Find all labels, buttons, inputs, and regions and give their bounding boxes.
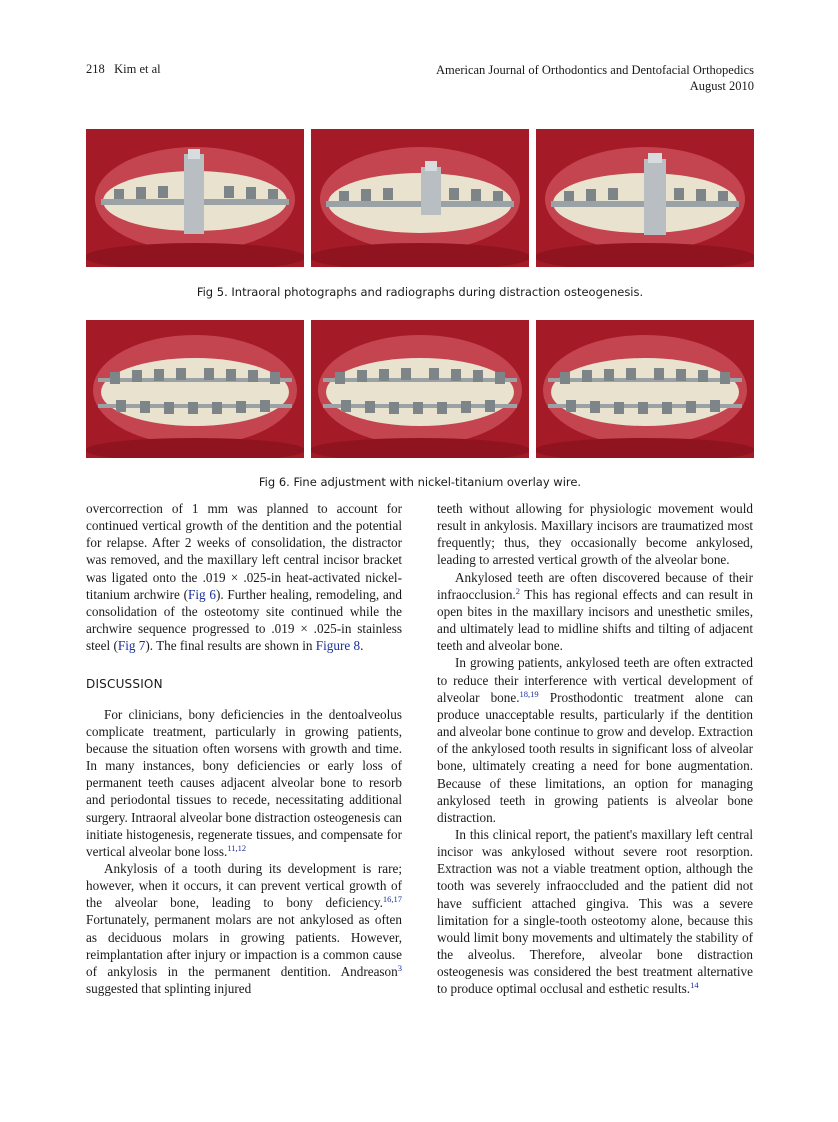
figure-5-photos — [86, 129, 754, 267]
text-span: Prosthodontic treatment alone can produce unacceptable results, particularly if the dentition and alveolar bone continue to grow and develop. Extraction of the ankylosed tooth results in significant loss of alveolar bone, ultimately creating a need for bone augmentation. Because of these limitations, an option for managing ankylosed teeth in growing patients is alveolar bone distraction. — [437, 689, 753, 825]
text-span: suggested that splinting injured — [86, 981, 252, 997]
reference-link[interactable]: 11,12 — [227, 842, 247, 853]
right-column — [437, 500, 753, 998]
header-page-author: 218 Kim et al — [86, 62, 161, 76]
section-heading-discussion: DISCUSSION — [86, 677, 163, 692]
text-span: In this clinical report, the patient's maxillary left central incisor was ankylosed without severe root resorption. Extraction was not a viable treatment option, although the tooth was severely infraoccluded and the patient did not have sufficient attached gingiva. This was a severe limitation for a single-tooth osteotomy alone, because this would limit bony movements and ultimately the stability of the alveolus. Therefore, alveolar bone distraction osteogenesis was considered the best treatment alternative to produce optimal occlusal and esthetic results. — [437, 826, 753, 997]
intraoral-photo-braces-3 — [536, 320, 754, 458]
paragraph — [86, 860, 402, 997]
text-span: Ankylosis of a tooth during its development is rare; however, when it occurs, it can prevent vertical growth of the alveolar bone, leading to bony deficiency. — [86, 860, 402, 911]
text-span: . — [360, 638, 364, 654]
text-span: This has regional effects and can result in open bites in the maxillary incisors and unesthetic smiles, and ultimately lead to midline shifts and tilting of adjacent teeth and alveolar bone. — [437, 586, 753, 654]
paragraph — [437, 826, 753, 998]
reference-link[interactable]: 2 — [515, 585, 520, 596]
figure-6-caption: Fig 6. Fine adjustment with nickel-titanium overlay wire. — [258, 475, 582, 489]
reference-link[interactable]: 18,19 — [519, 688, 539, 699]
text-span: Ankylosed teeth are often discovered because of their infraocclusion. — [437, 569, 753, 602]
text-span: Fortunately, permanent molars are not ankylosed as often as deciduous molars in growing patients. However, reimplantation after injury or impaction is a common cause of ankylosis in the permanent dentition. Andreason — [86, 912, 402, 979]
figure8-link[interactable]: Figure 8 — [315, 638, 361, 654]
issue-date: August 2010 — [689, 79, 754, 93]
paragraph — [437, 654, 753, 826]
paragraph: teeth without allowing for physiologic movement would result in ankylosis. Maxillary incisors are traumatized most frequently; thus, they occasionally become ankylosed, leading to arrested vertical growth of the alveolar bone. — [437, 501, 753, 568]
fig7-link[interactable]: Fig 7 — [117, 638, 146, 654]
page-header — [86, 60, 754, 96]
paragraph — [437, 569, 753, 655]
intraoral-photo-distractor-3 — [536, 129, 754, 267]
text-span: ). Further healing, remodeling, and consolidation of the osteotomy site continued while the archwire sequence progressed to .019 × .025-in stainless steel ( — [86, 586, 402, 654]
paragraph — [86, 500, 402, 654]
paragraph — [86, 706, 402, 860]
fig6-link[interactable]: Fig 6 — [187, 586, 216, 602]
journal-title: American Journal of Orthodontics and Dentofacial Orthopedics — [436, 63, 754, 77]
figure-6-photos — [86, 320, 754, 458]
intraoral-photo-distractor-2 — [311, 129, 529, 267]
text-span: In growing patients, ankylosed teeth are often extracted to reduce their interference with vertical development of alveolar bone. — [437, 655, 753, 705]
header-journal-info — [436, 62, 754, 94]
text-span: ). The final results are shown in — [145, 638, 316, 654]
intraoral-photo-distractor-1 — [86, 129, 304, 267]
figure-5-caption: Fig 5. Intraoral photographs and radiographs during distraction osteogenesis. — [196, 285, 644, 299]
text-span: For clinicians, bony deficiencies in the dentoalveolus complicate treatment, particularly in growing patients, because the situation often worsens with growth and time. In many instances, bony deficiencies or early loss of permanent teeth causes adjacent alveolar bone to resorb and periodontal tissues to recede, necessitating additional surgery. Intraoral alveolar bone distraction osteogenesis can initiate histogenesis, regenerate tissues, and compensate for vertical alveolar bone loss. — [86, 706, 402, 859]
text-span: overcorrection of 1 mm was planned to account for continued vertical growth of the dentition and the potential for relapse. After 2 weeks of consolidation, the distractor was removed, and the maxillary left central incisor bracket was ligated onto the .019 × .025-in heat-activated nickel-titanium archwire ( — [86, 501, 402, 602]
reference-link[interactable]: 16,17 — [382, 894, 402, 905]
reference-link[interactable]: 14 — [690, 980, 699, 991]
reference-link[interactable]: 3 — [397, 962, 402, 973]
intraoral-photo-braces-2 — [311, 320, 529, 458]
left-column — [86, 500, 402, 997]
intraoral-photo-braces-1 — [86, 320, 304, 458]
